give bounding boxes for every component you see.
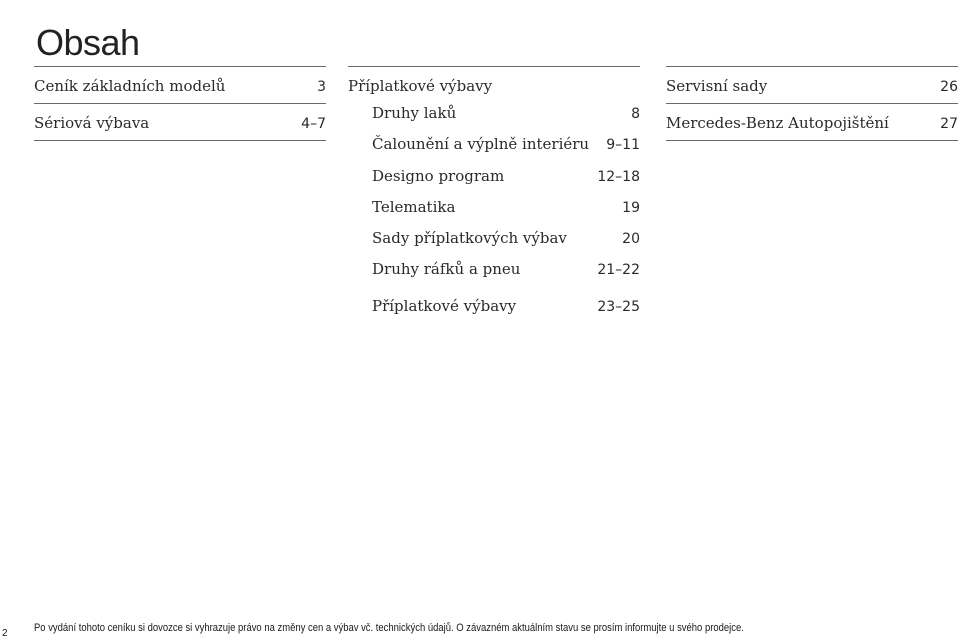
toc-entry-paints[interactable] [348,104,640,135]
toc-entry-label: Čalounění a výplně interiéru [372,135,590,154]
toc-entry-page: 21–22 [597,262,640,279]
toc-entry-wheels-tyres[interactable] [348,260,640,291]
toc-column-2 [348,66,640,328]
toc-entry-label: Druhy laků [372,104,457,122]
toc-entry-page: 3 [317,79,326,95]
toc-entry-base-prices[interactable] [34,66,326,103]
page-number: 2 [2,628,8,639]
toc-entry-optional-equipment[interactable] [348,292,640,328]
toc-entry-telematics[interactable] [348,198,640,229]
toc-entry-label: Servisní sady [666,77,768,95]
toc-entry-page: 20 [622,231,640,248]
toc-entry-service-packages[interactable] [666,66,958,103]
toc-entry-page: 8 [631,106,640,122]
toc-entry-equipment-packages[interactable] [348,229,640,260]
toc-entry-label: Sériová výbava [34,114,150,132]
toc-entry-standard-equipment[interactable] [34,103,326,141]
toc-entry-page: 12–18 [597,168,640,185]
toc-entry-designo[interactable] [348,167,640,198]
toc-entry-page: 23–25 [597,298,640,315]
toc-entry-label: Designo program [372,166,505,185]
toc-section-optional-equipment[interactable] [348,66,640,104]
toc-column-3 [666,66,958,141]
page-title: Obsah [36,22,140,64]
toc-column-1 [34,66,326,141]
toc-entry-label: Druhy ráfků a pneu [372,260,521,279]
toc-entry-label: Ceník základních modelů [34,77,226,95]
toc-entry-upholstery[interactable] [348,135,640,166]
toc-entry-label: Telematika [372,197,456,216]
toc-entry-page: 19 [622,199,640,216]
toc-entry-page: 26 [940,79,958,95]
toc-entry-page: 4–7 [301,116,326,132]
toc-section-label: Příplatkové výbavy [348,77,493,95]
toc-entry-label: Sady příplatkových výbav [372,229,567,248]
toc-entry-insurance[interactable] [666,103,958,141]
toc-entry-page: 27 [940,116,958,132]
footer-disclaimer: Po vydání tohoto ceníku si dovozce si vyhrazuje právo na změny cen a výbav vč. technických údajů. O závazném aktuálním stavu se prosím informujte u svého prodejce. [34,622,744,634]
toc-entry-page: 9–11 [606,137,640,154]
toc-entry-label: Mercedes-Benz Autopojištění [666,114,889,132]
toc-entry-label: Příplatkové výbavy [372,296,517,315]
